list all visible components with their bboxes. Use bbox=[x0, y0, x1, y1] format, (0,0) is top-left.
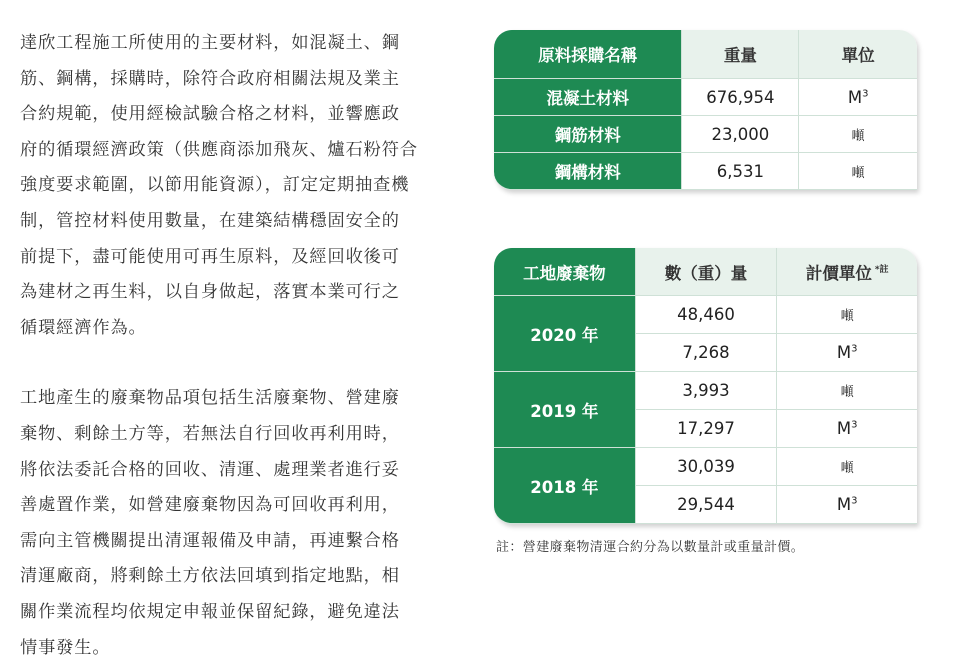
material-name: 混凝土材料 bbox=[494, 79, 682, 116]
text-line: 關作業流程均依規定申報並保留紀錄，避免違法 bbox=[20, 601, 400, 622]
text-line: 循環經濟作為。 bbox=[20, 317, 147, 338]
material-name: 鋼筋材料 bbox=[494, 116, 682, 153]
unit-superscript: 3 bbox=[851, 495, 858, 507]
text-line: 府的循環經濟政策（供應商添加飛灰、爐石粉符合 bbox=[20, 139, 418, 160]
unit-text: 噸 bbox=[840, 461, 854, 476]
unit-base: M bbox=[836, 495, 852, 514]
header-weight: 重量 bbox=[682, 30, 799, 79]
unit-superscript: 3 bbox=[851, 343, 858, 355]
note-mark: *註 bbox=[874, 265, 889, 275]
text-line: 情事發生。 bbox=[20, 637, 111, 658]
text-line: 工地產生的廢棄物品項包括生活廢棄物、營建廢 bbox=[20, 388, 400, 409]
table-footnote: 註：營建廢棄物清運合約分為以數量計或重量計價。 bbox=[496, 540, 805, 555]
text-line: 為建材之再生料，以自身做起，落實本業可行之 bbox=[20, 282, 400, 303]
material-name: 鋼構材料 bbox=[494, 153, 682, 190]
header-pricing-unit-label: 計價單位 bbox=[805, 263, 872, 283]
header-pricing-unit bbox=[777, 248, 917, 296]
waste-amount: 30,039 bbox=[636, 448, 778, 486]
unit-base: M bbox=[836, 343, 852, 362]
table-row bbox=[494, 372, 917, 410]
waste-table bbox=[494, 248, 917, 524]
header-quantity: 數（重）量 bbox=[636, 248, 778, 296]
material-unit bbox=[799, 153, 917, 190]
unit-superscript: 3 bbox=[862, 88, 869, 99]
waste-amount: 3,993 bbox=[636, 372, 778, 410]
text-line: 達欣工程施工所使用的主要材料，如混凝土、鋼 bbox=[20, 33, 400, 53]
material-amount: 6,531 bbox=[682, 153, 799, 190]
waste-unit bbox=[777, 448, 917, 486]
waste-amount: 17,297 bbox=[636, 410, 778, 448]
waste-amount: 48,460 bbox=[636, 296, 778, 334]
table-row bbox=[494, 448, 917, 486]
table-row bbox=[494, 79, 917, 116]
year-cell: 2020 年 bbox=[494, 296, 636, 372]
waste-amount: 7,268 bbox=[636, 334, 778, 372]
text-line: 需向主管機關提出清運報備及申請，再連繫合格 bbox=[20, 530, 400, 551]
header-site-waste: 工地廢棄物 bbox=[494, 248, 636, 296]
text-line: 棄物、剩餘土方等，若無法自行回收再利用時， bbox=[20, 423, 400, 444]
waste-amount: 29,544 bbox=[636, 486, 778, 524]
unit-base: M bbox=[836, 419, 852, 438]
waste-unit bbox=[777, 296, 917, 334]
waste-unit bbox=[777, 372, 917, 410]
material-unit bbox=[799, 116, 917, 153]
unit-base: M bbox=[847, 87, 863, 107]
text-line: 清運廠商，將剩餘土方依法回填到指定地點，相 bbox=[20, 566, 400, 587]
text-line: 將依法委託合格的回收、清運、處理業者進行妥 bbox=[20, 459, 400, 480]
text-line: 前提下，盡可能使用可再生原料，及經回收後可 bbox=[20, 246, 400, 267]
text-line: 制，管控材料使用數量，在建築結構穩固安全的 bbox=[20, 210, 400, 231]
header-unit: 單位 bbox=[799, 30, 917, 79]
text-line: 合約規範，使用經檢試驗合格之材料，並響應政 bbox=[20, 104, 400, 125]
waste-unit bbox=[777, 486, 917, 524]
materials-table bbox=[494, 30, 917, 190]
text-line: 筋、鋼構，採購時，除符合政府相關法規及業主 bbox=[20, 68, 400, 89]
unit-text: 噸 bbox=[851, 128, 865, 144]
waste-unit bbox=[777, 334, 917, 372]
unit-text: 噸 bbox=[840, 309, 854, 324]
year-cell: 2019 年 bbox=[494, 372, 636, 448]
text-line: 強度要求範圍，以節用能資源），訂定定期抽查機 bbox=[20, 175, 410, 196]
table-row bbox=[494, 116, 917, 153]
waste-unit bbox=[777, 410, 917, 448]
paragraph-materials bbox=[20, 26, 450, 346]
text-line: 善處置作業，如營建廢棄物因為可回收再利用， bbox=[20, 495, 400, 516]
table-row bbox=[494, 296, 917, 334]
unit-text: 噸 bbox=[840, 385, 854, 400]
header-material-name: 原料採購名稱 bbox=[494, 30, 682, 79]
table-header-row bbox=[494, 30, 917, 79]
material-unit bbox=[799, 79, 917, 116]
table-header-row bbox=[494, 248, 917, 296]
unit-text: 噸 bbox=[851, 165, 865, 181]
unit-superscript: 3 bbox=[851, 419, 858, 431]
year-cell: 2018 年 bbox=[494, 448, 636, 524]
material-amount: 676,954 bbox=[682, 79, 799, 116]
body-text bbox=[20, 26, 450, 666]
material-amount: 23,000 bbox=[682, 116, 799, 153]
paragraph-waste bbox=[20, 381, 450, 666]
table-row bbox=[494, 153, 917, 190]
